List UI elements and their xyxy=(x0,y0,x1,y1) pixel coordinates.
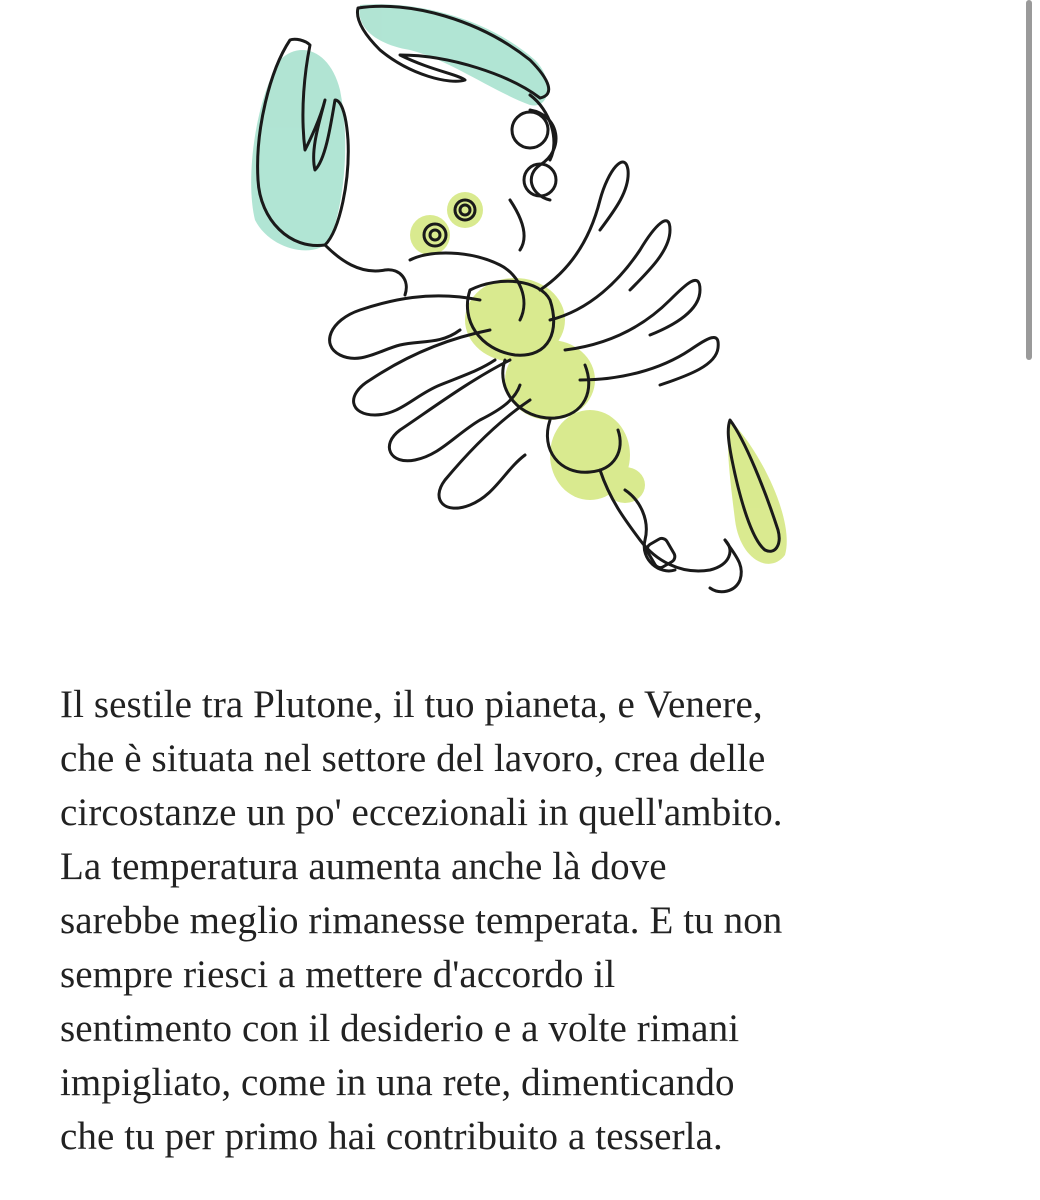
text-line: che è situata nel settore del lavoro, crea delle xyxy=(60,737,766,780)
horoscope-text xyxy=(60,678,1000,1164)
text-line: sarebbe meglio rimanesse temperata. E tu non xyxy=(60,899,783,942)
text-line: sentimento con il desiderio e a volte rimani xyxy=(60,1007,740,1050)
text-line: La temperatura aumenta anche là dove xyxy=(60,845,667,888)
text-line: circostanze un po' eccezionali in quell'ambito. xyxy=(60,791,783,834)
text-line: Il sestile tra Plutone, il tuo pianeta, e Venere, xyxy=(60,683,763,726)
text-line: impigliato, come in una rete, dimenticando xyxy=(60,1061,735,1104)
text-line: sempre riesci a mettere d'accordo il xyxy=(60,953,616,996)
scorpion-icon xyxy=(230,0,810,620)
text-line: che tu per primo hai contribuito a tesserla. xyxy=(60,1115,723,1158)
scrollbar[interactable] xyxy=(1026,0,1032,360)
